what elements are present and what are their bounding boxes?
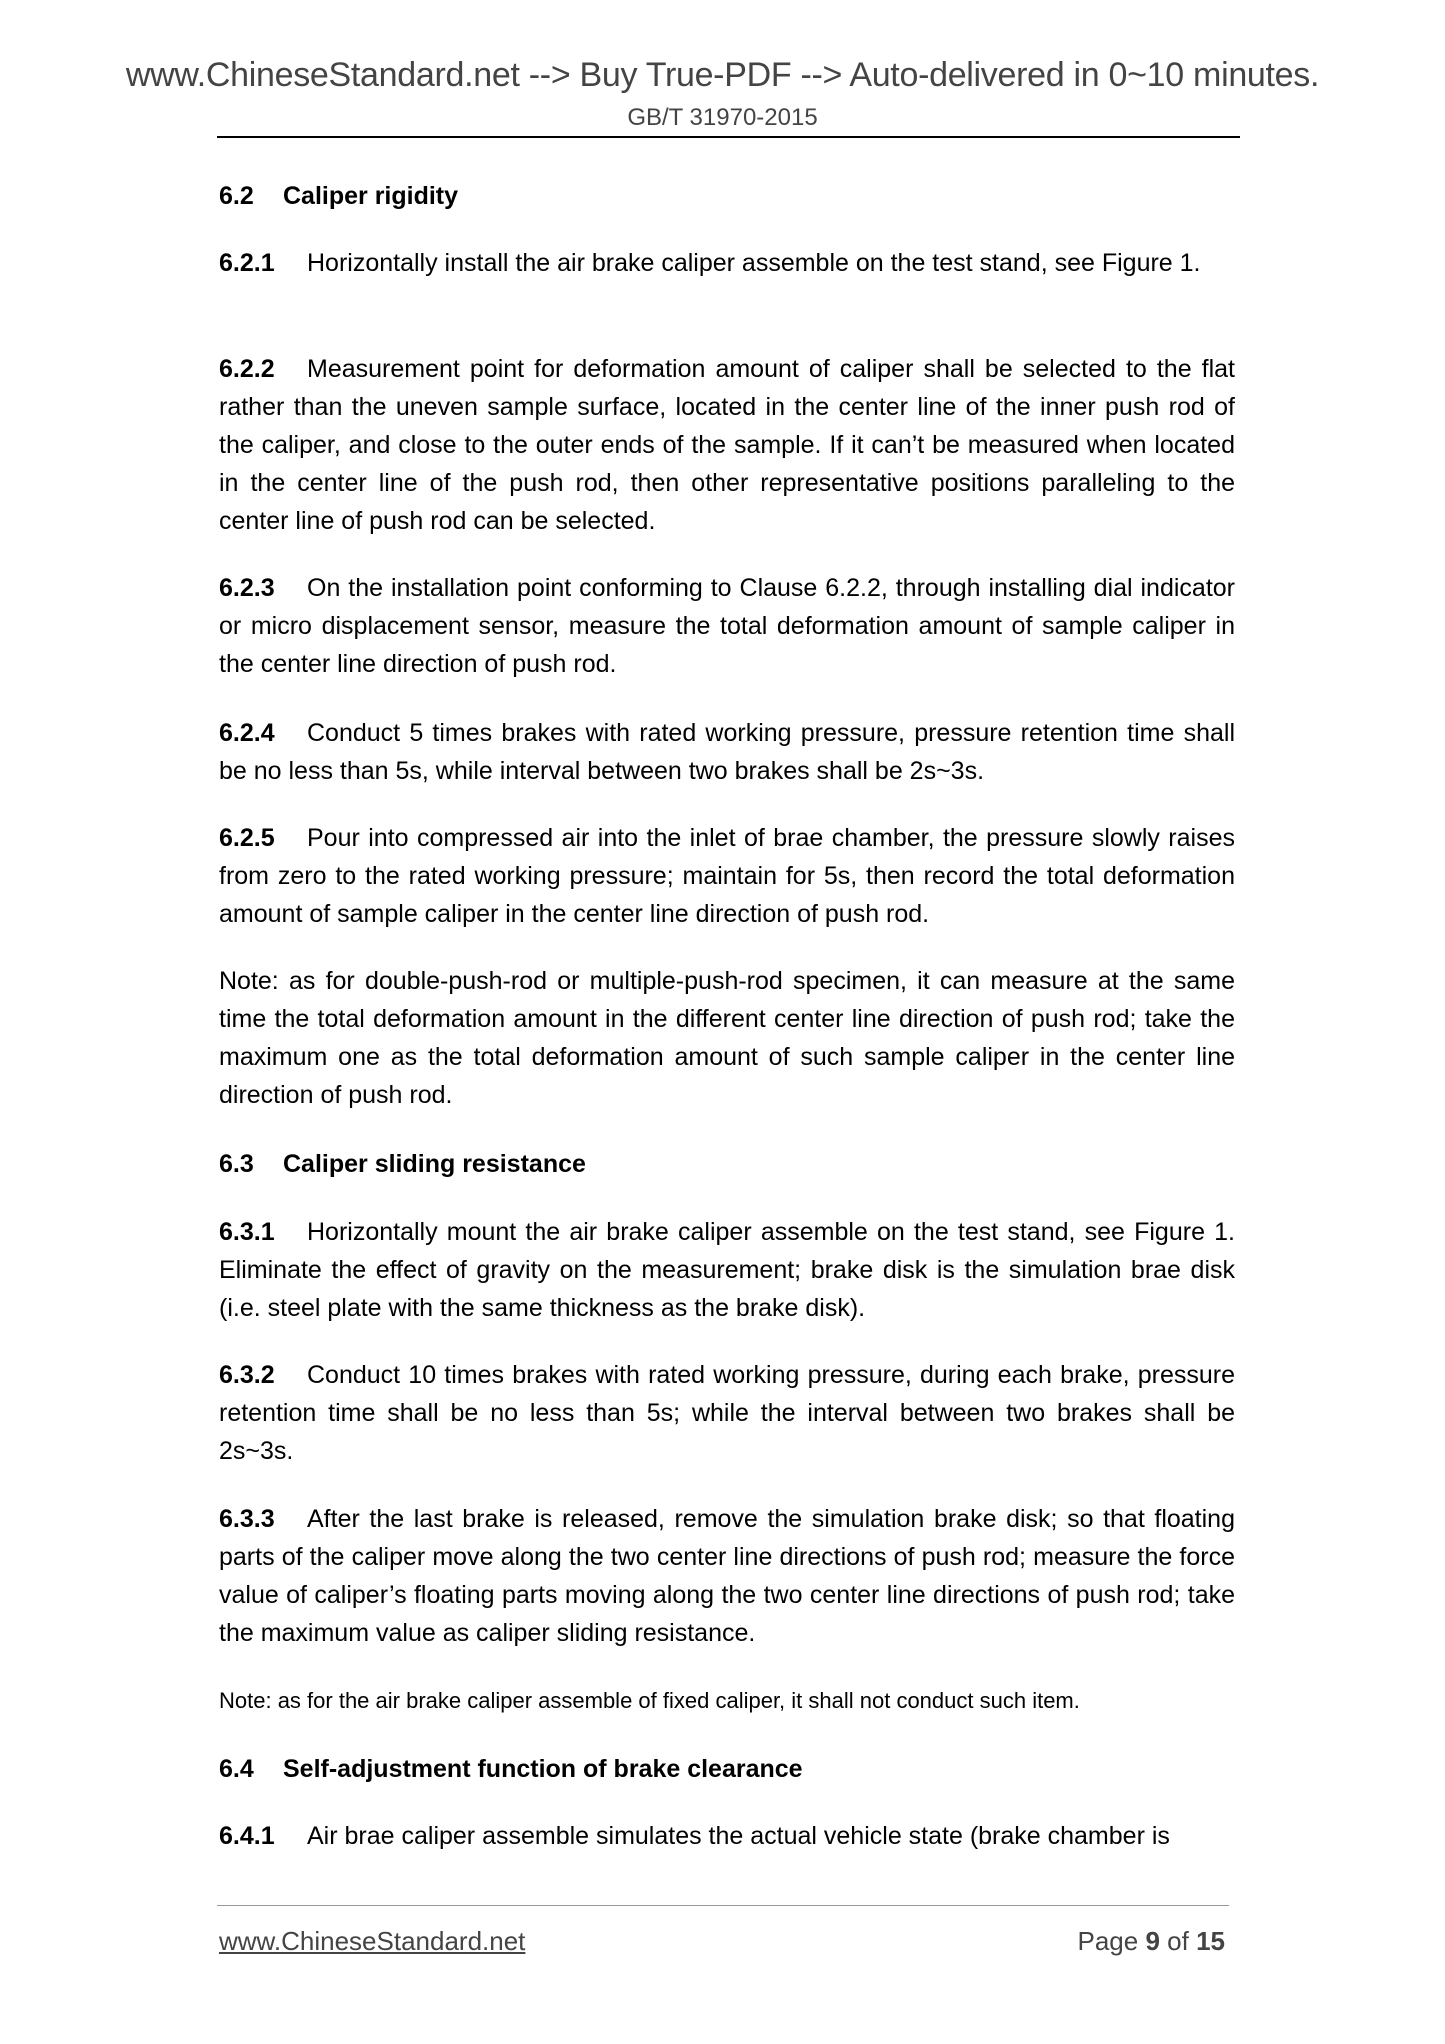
clause: 6.3.3 After the last brake is released, remove the simulation brake disk; so that floating parts of the caliper move along the two center line directions of push rod; measure the force value of caliper’s floating parts moving along the two center line directions of push rod; take the maximum value as caliper sliding resistance. (219, 1505, 1235, 1647)
footer-website-link[interactable]: www.ChineseStandard.net (219, 1926, 526, 1956)
page-number: Page 9 of 15 (1077, 1926, 1225, 1956)
clause: 6.2.3 On the installation point conforming to Clause 6.2.2, through installing dial indicator or micro displacement sensor, measure the total deformation amount of sample caliper in the center line direction of push rod. (219, 574, 1235, 678)
note: Note: as for double-push-rod or multiple-push-rod specimen, it can measure at the same time the total deformation amount in the different center line direction of push rod; take the maximum one as the total deformation amount of such sample caliper in the center line direction of push rod. (219, 967, 1235, 1109)
clause: 6.2.1 Horizontally install the air brake caliper assemble on the test stand, see Figure 1. (219, 249, 1201, 277)
clause: 6.2.2 Measurement point for deformation amount of caliper shall be selected to the flat rather than the uneven sample surface, located in the center line of the inner push rod of the caliper, and close to the outer ends of the sample. If it can’t be measured when located in the center line of the push rod, then other representative positions paralleling to the center line of push rod can be selected. (219, 355, 1235, 535)
clause: 6.3.1 Horizontally mount the air brake caliper assemble on the test stand, see Figure 1. Eliminate the effect of gravity on the measurement; brake disk is the simulation brae disk (i.e. steel plate with the same thickness as the brake disk). (219, 1218, 1235, 1322)
header-divider (217, 136, 1240, 138)
clause: 6.2.4 Conduct 5 times brakes with rated working pressure, pressure retention time shall be no less than 5s, while interval between two brakes shall be 2s~3s. (219, 719, 1235, 785)
section-heading: 6.2 Caliper rigidity (219, 182, 459, 210)
header-banner: www.ChineseStandard.net --> Buy True-PDF --> Auto-delivered in 0~10 minutes. (125, 56, 1320, 94)
section-heading: 6.4 Self-adjustment function of brake clearance (219, 1755, 803, 1783)
clause: 6.2.5 Pour into compressed air into the inlet of brae chamber, the pressure slowly raises from zero to the rated working pressure; maintain for 5s, then record the total deformation amount of sample caliper in the center line direction of push rod. (219, 824, 1235, 928)
note: Note: as for the air brake caliper assemble of fixed caliper, it shall not conduct such item. (219, 1688, 1080, 1713)
clause: 6.4.1 Air brae caliper assemble simulates the actual vehicle state (brake chamber is (219, 1822, 1170, 1850)
section-heading: 6.3 Caliper sliding resistance (219, 1150, 586, 1178)
clause: 6.3.2 Conduct 10 times brakes with rated working pressure, during each brake, pressure retention time shall be no less than 5s; while the interval between two brakes shall be 2s~3s. (219, 1361, 1235, 1465)
footer-divider (217, 1905, 1229, 1906)
document-id: GB/T 31970-2015 (627, 104, 818, 131)
